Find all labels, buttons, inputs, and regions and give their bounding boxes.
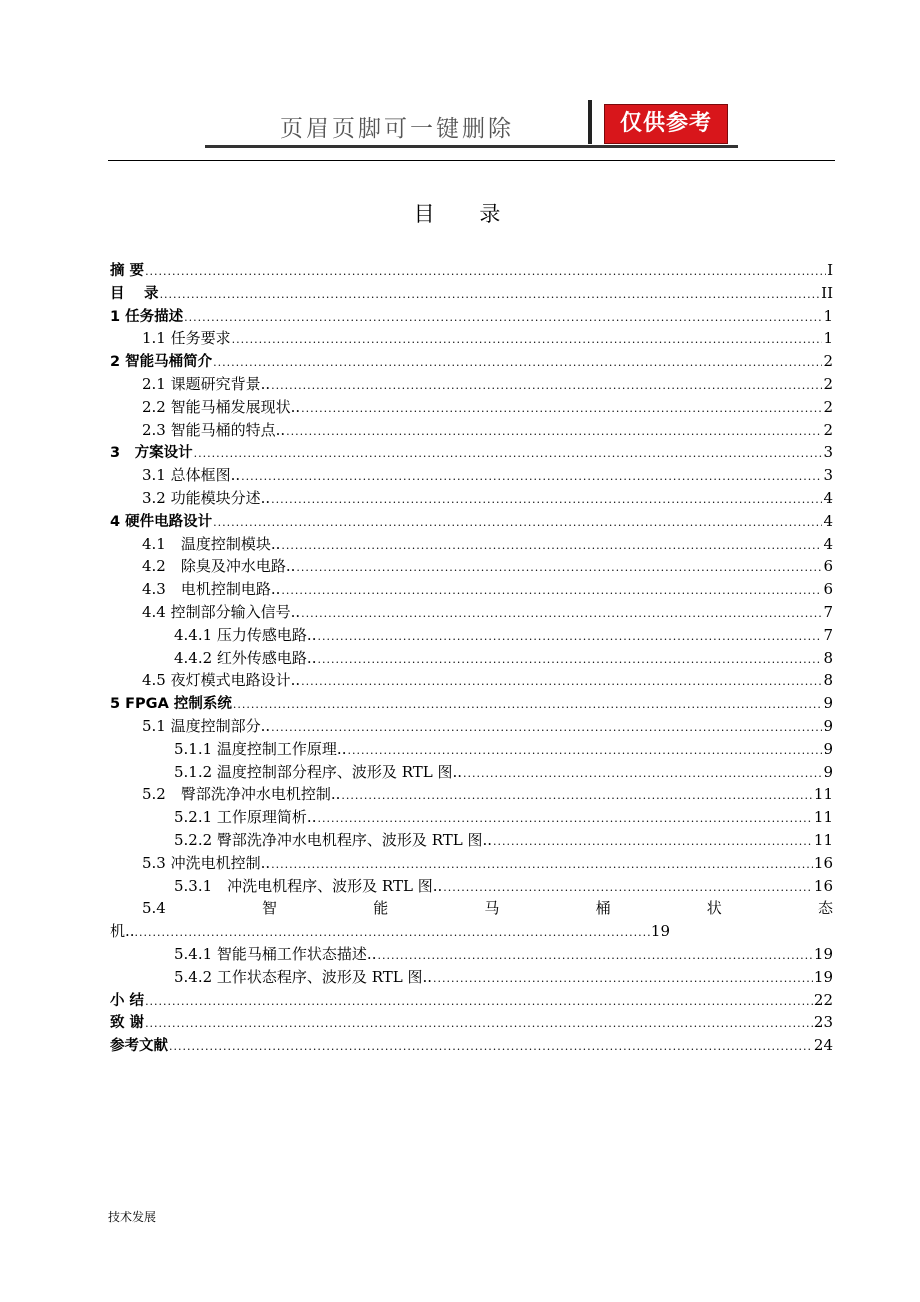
page-header-rule xyxy=(108,160,835,161)
toc-entry[interactable] xyxy=(110,487,833,510)
toc-entry[interactable] xyxy=(110,578,833,601)
toc-entry[interactable] xyxy=(110,989,833,1012)
toc-entry[interactable] xyxy=(110,738,833,761)
toc-entry-page: 16 xyxy=(813,853,833,872)
toc-entry[interactable] xyxy=(110,419,833,442)
toc-entry-label: 5.1 温度控制部分.. xyxy=(142,716,271,735)
toc-entry-page: 11 xyxy=(813,808,833,827)
toc-entry-label: 2.3 智能马桶的特点.. xyxy=(142,420,286,439)
toc-entry-page: 6 xyxy=(823,580,833,599)
toc-entry[interactable] xyxy=(110,806,833,829)
toc-split-word: 态 xyxy=(817,899,833,918)
toc-entry-label: 5 FPGA 控制系统 xyxy=(110,696,232,713)
toc-dot-leader xyxy=(463,763,822,786)
toc-entry-label: 4.3 电机控制电路.. xyxy=(142,580,281,599)
toc-entry-page: 1 xyxy=(823,329,833,348)
toc-entry-label: 5.2.2 臀部洗净冲水电机程序、波形及 RTL 图.. xyxy=(174,830,493,849)
toc-dot-leader xyxy=(377,945,812,968)
toc-entry[interactable] xyxy=(110,464,833,487)
toc-entry-page: 19 xyxy=(813,967,833,986)
toc-entry[interactable] xyxy=(110,555,833,578)
toc-split-word: 马 xyxy=(484,899,500,918)
toc-entry-page: 19 xyxy=(650,922,670,941)
page-title: 目 录 xyxy=(413,202,507,226)
toc-entry[interactable] xyxy=(110,533,833,556)
toc-entry-label: 摘 要 xyxy=(110,263,145,279)
toc-dot-leader xyxy=(213,352,822,375)
toc-entry-page: 3 xyxy=(823,443,833,462)
toc-entry-page: 2 xyxy=(823,420,833,439)
toc-entry[interactable] xyxy=(110,852,833,875)
toc-entry[interactable] xyxy=(110,510,833,533)
toc-entry-label: 5.1.1 温度控制工作原理.. xyxy=(174,739,347,758)
toc-entry-label: 5.2 臀部洗净冲水电机控制.. xyxy=(142,785,341,804)
toc-dot-leader xyxy=(317,808,812,831)
toc-entry-label: 2.1 课题研究背景.. xyxy=(142,374,271,393)
toc-entry[interactable] xyxy=(110,1011,833,1034)
header-divider xyxy=(588,100,592,144)
toc-split-word: 能 xyxy=(373,899,389,918)
page-footer: 技术发展 xyxy=(108,1210,157,1224)
toc-dot-leader xyxy=(317,649,822,672)
toc-entry-page: 4 xyxy=(823,534,833,553)
toc-entry-label: 5.1.2 温度控制部分程序、波形及 RTL 图.. xyxy=(174,762,463,781)
toc-split-word: 5.4 xyxy=(142,899,166,918)
toc-entry-label: 目 录 xyxy=(110,285,159,302)
toc-entry-page: 8 xyxy=(823,671,833,690)
toc-entry-label: 4.4.1 压力传感电路.. xyxy=(174,625,317,644)
toc-dot-leader xyxy=(341,785,813,808)
toc-entry[interactable] xyxy=(110,305,833,328)
toc-entry-label: 小 结 xyxy=(110,992,145,1009)
toc-dot-leader xyxy=(271,717,822,740)
toc-entry-page: 22 xyxy=(813,990,833,1009)
toc-dot-leader xyxy=(347,740,822,763)
toc-dot-leader xyxy=(145,261,826,284)
toc-dot-leader xyxy=(301,671,822,694)
toc-dot-leader xyxy=(213,512,822,535)
toc-dot-leader xyxy=(271,375,822,398)
toc-entry-page: II xyxy=(821,283,833,302)
toc-entry-label: 4 硬件电路设计 xyxy=(110,513,213,530)
toc-dot-leader xyxy=(160,284,821,307)
toc-dot-leader xyxy=(493,831,813,854)
toc-entry-page: 9 xyxy=(823,716,833,735)
toc-entry[interactable] xyxy=(110,601,833,624)
toc-entry-label: 致 谢 xyxy=(110,1015,145,1032)
toc-entry-label: 4.5 夜灯模式电路设计.. xyxy=(142,671,301,690)
toc-entry-page: 1 xyxy=(823,306,833,325)
toc-dot-leader xyxy=(296,557,822,580)
toc-entry[interactable] xyxy=(110,441,833,464)
toc-entry-label: 3.2 功能模块分述.. xyxy=(142,488,271,507)
toc-entry-label: 2.2 智能马桶发展现状.. xyxy=(142,397,301,416)
toc-dot-leader xyxy=(184,307,822,330)
header-text: 页眉页脚可一键删除 xyxy=(280,116,514,142)
toc-entry-page: 9 xyxy=(823,739,833,758)
toc-entry[interactable] xyxy=(110,647,833,670)
header-underline xyxy=(205,145,738,148)
toc-dot-leader xyxy=(169,1036,813,1059)
toc-entry-label: 参考文献 xyxy=(110,1038,168,1055)
toc-entry[interactable] xyxy=(110,761,833,784)
toc-split-word: 智 xyxy=(262,899,278,918)
toc-entry-page: 11 xyxy=(813,830,833,849)
toc-entry-page: 4 xyxy=(823,511,833,530)
toc-entry-page: I xyxy=(827,261,833,279)
toc-entry[interactable] xyxy=(110,373,833,396)
toc-entry-label: 5.4.1 智能马桶工作状态描述.. xyxy=(174,944,377,963)
toc-entry-page: 11 xyxy=(813,785,833,804)
toc-dot-leader xyxy=(194,443,823,466)
toc-dot-leader xyxy=(301,603,822,626)
toc-entry[interactable] xyxy=(110,966,833,989)
toc-entry-label: 5.2.1 工作原理简析.. xyxy=(174,808,317,827)
table-of-contents xyxy=(110,259,833,1057)
toc-entry-page: 9 xyxy=(823,762,833,781)
toc-entry-label: 3.1 总体框图.. xyxy=(142,466,241,485)
toc-entry[interactable] xyxy=(110,327,833,350)
toc-entry[interactable] xyxy=(110,350,833,373)
toc-entry-split-line1[interactable] xyxy=(110,897,833,920)
toc-dot-leader xyxy=(281,535,822,558)
toc-entry[interactable] xyxy=(110,943,833,966)
toc-split-word: 桶 xyxy=(595,899,611,918)
toc-entry-label: 2 智能马桶简介 xyxy=(110,354,213,371)
toc-entry-page: 19 xyxy=(813,944,833,963)
toc-dot-leader xyxy=(271,489,822,512)
toc-entry-page: 2 xyxy=(823,374,833,393)
toc-entry[interactable] xyxy=(110,1034,833,1057)
toc-entry-split-line2[interactable] xyxy=(110,920,670,943)
toc-entry[interactable] xyxy=(110,259,833,282)
toc-entry-page: 7 xyxy=(823,625,833,644)
toc-entry-label: 4.4 控制部分输入信号.. xyxy=(142,602,301,621)
toc-entry-page: 23 xyxy=(813,1013,833,1032)
toc-entry-label: 5.4.2 工作状态程序、波形及 RTL 图.. xyxy=(174,967,433,986)
toc-dot-leader xyxy=(145,1013,813,1036)
toc-entry[interactable] xyxy=(110,624,833,647)
toc-entry-label: 5.3 冲洗电机控制.. xyxy=(142,853,271,872)
toc-entry-page: 7 xyxy=(823,602,833,621)
toc-entry[interactable] xyxy=(110,783,833,806)
toc-entry-page: 8 xyxy=(823,648,833,667)
toc-dot-leader xyxy=(241,466,822,489)
toc-entry-label: 4.1 温度控制模块.. xyxy=(142,534,281,553)
toc-dot-leader xyxy=(271,854,813,877)
toc-entry[interactable] xyxy=(110,692,833,715)
toc-dot-leader xyxy=(443,877,813,900)
reference-badge: 仅供参考 xyxy=(604,104,728,144)
toc-dot-leader xyxy=(281,580,822,603)
toc-entry-label: 4.2 除臭及冲水电路.. xyxy=(142,557,296,576)
toc-entry-page: 4 xyxy=(823,488,833,507)
toc-entry-page: 3 xyxy=(823,466,833,485)
toc-entry-label: 3 方案设计 xyxy=(110,445,193,462)
toc-entry-page: 24 xyxy=(813,1036,833,1055)
toc-entry[interactable] xyxy=(110,396,833,419)
toc-dot-leader xyxy=(286,421,822,444)
toc-dot-leader xyxy=(233,694,823,717)
toc-entry[interactable] xyxy=(110,875,833,898)
toc-entry[interactable] xyxy=(110,829,833,852)
toc-entry-page: 9 xyxy=(823,694,833,713)
toc-dot-leader xyxy=(433,968,813,991)
toc-entry-page: 6 xyxy=(823,557,833,576)
toc-split-word: 状 xyxy=(706,899,722,918)
toc-entry-label: 5.3.1 冲洗电机程序、波形及 RTL 图.. xyxy=(174,876,443,895)
toc-entry-label: 1.1 任务要求 xyxy=(142,329,231,348)
toc-entry-page: 16 xyxy=(813,876,833,895)
toc-entry[interactable] xyxy=(110,669,833,692)
toc-entry-label: 1 任务描述 xyxy=(110,308,184,325)
toc-dot-leader xyxy=(135,922,651,945)
toc-entry-page: 2 xyxy=(823,352,833,371)
header-banner xyxy=(205,98,738,148)
toc-dot-leader xyxy=(232,329,823,352)
toc-dot-leader xyxy=(145,991,813,1014)
toc-entry[interactable] xyxy=(110,282,833,305)
toc-entry[interactable] xyxy=(110,715,833,738)
toc-entry-page: 2 xyxy=(823,397,833,416)
toc-dot-leader xyxy=(301,398,822,421)
toc-dot-leader xyxy=(317,626,822,649)
toc-entry-label: 4.4.2 红外传感电路.. xyxy=(174,648,317,667)
toc-entry-label: 机.. xyxy=(110,922,135,941)
